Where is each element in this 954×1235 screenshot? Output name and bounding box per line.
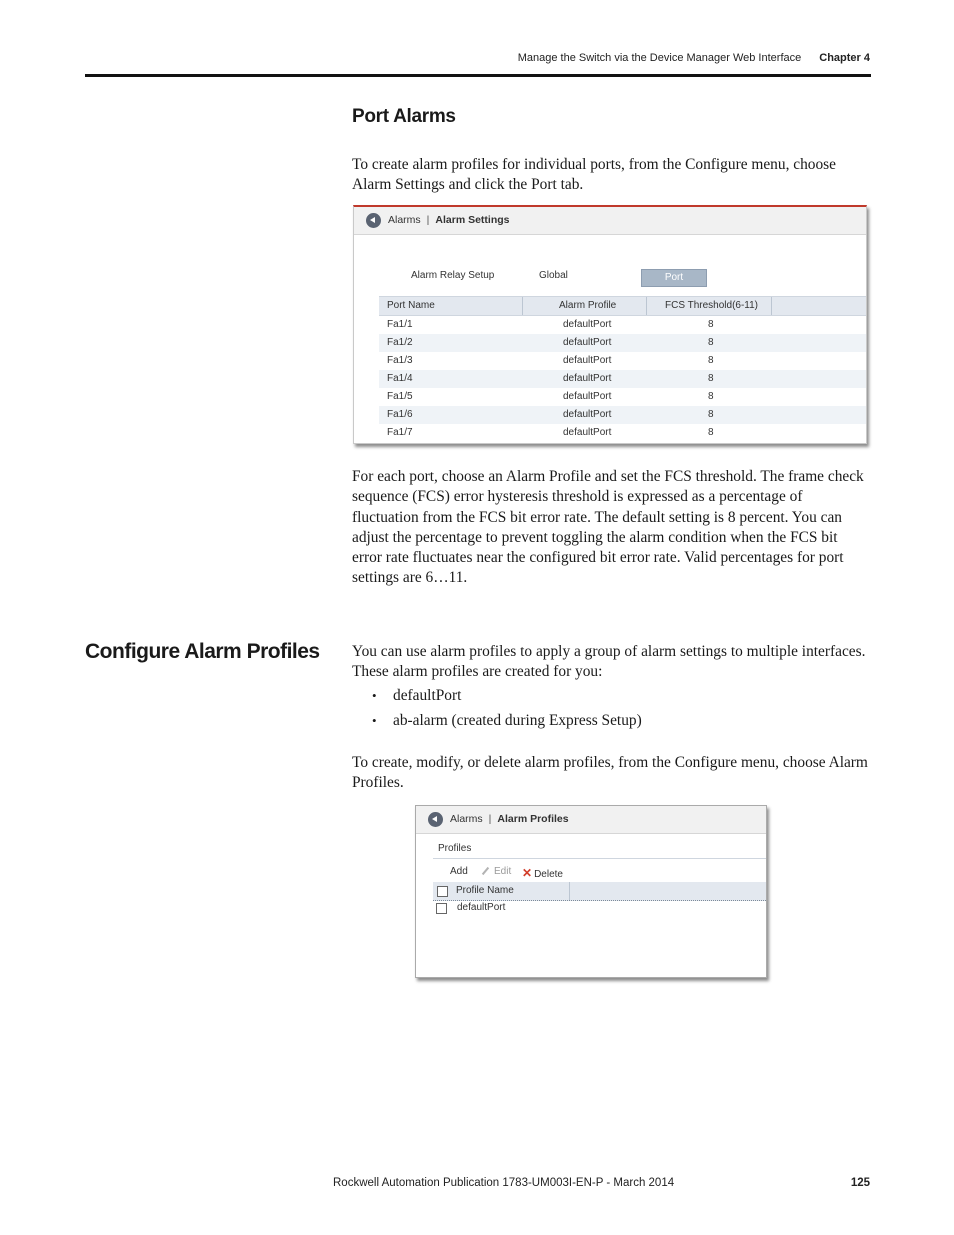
page-number: 125 — [850, 1177, 870, 1189]
tab-alarm-relay-setup[interactable]: Alarm Relay Setup — [411, 270, 495, 281]
back-arrow-icon[interactable] — [428, 812, 443, 827]
port-name-cell: Fa1/4 — [387, 373, 413, 384]
profiles-section-label: Profiles — [438, 843, 472, 854]
pencil-icon — [482, 867, 489, 875]
column-header-fcs-threshold[interactable]: FCS Threshold(6-11) — [665, 300, 758, 311]
breadcrumb-bar — [416, 806, 766, 834]
port-alarm-table — [379, 296, 866, 442]
breadcrumb-current: Alarm Profiles — [497, 813, 569, 825]
table-row[interactable] — [379, 334, 866, 352]
delete-button[interactable] — [522, 866, 563, 880]
port-name-cell: Fa1/7 — [387, 427, 413, 438]
table-row[interactable] — [433, 901, 753, 917]
column-divider — [522, 297, 523, 315]
port-name-cell: Fa1/3 — [387, 355, 413, 366]
table-row[interactable] — [379, 352, 866, 370]
fcs-threshold-cell[interactable]: 8 — [708, 355, 714, 366]
fcs-threshold-cell[interactable]: 8 — [708, 409, 714, 420]
fcs-threshold-cell[interactable]: 8 — [708, 391, 714, 402]
list-item: • ab-alarm (created during Express Setup) — [352, 711, 642, 736]
row-checkbox[interactable] — [436, 903, 447, 914]
breadcrumb-current: Alarm Settings — [435, 214, 510, 226]
alarm-profile-cell[interactable]: defaultPort — [563, 373, 612, 384]
alarm-profiles-screenshot — [415, 805, 767, 978]
table-row[interactable] — [379, 388, 866, 406]
add-button[interactable]: Add — [450, 866, 468, 877]
breadcrumb-bar — [354, 207, 866, 235]
column-header-alarm-profile[interactable]: Alarm Profile — [559, 300, 617, 311]
default-profiles-list — [352, 686, 642, 736]
fcs-threshold-cell[interactable]: 8 — [708, 319, 714, 330]
configure-alarm-profiles-heading: Configure Alarm Profiles — [85, 640, 320, 663]
column-divider — [569, 882, 570, 900]
table-header — [379, 296, 866, 316]
list-item: • defaultPort — [352, 686, 642, 711]
alarm-profile-cell[interactable]: defaultPort — [563, 409, 612, 420]
edit-label: Edit — [494, 866, 512, 877]
port-name-cell: Fa1/5 — [387, 391, 413, 402]
column-divider — [771, 297, 772, 315]
chapter-label: Chapter 4 — [819, 52, 870, 64]
port-alarms-heading: Port Alarms — [352, 106, 456, 127]
tab-port[interactable]: Port — [641, 269, 707, 287]
fcs-threshold-cell[interactable]: 8 — [708, 337, 714, 348]
table-row[interactable] — [379, 316, 866, 334]
port-name-cell: Fa1/1 — [387, 319, 413, 330]
alarm-profile-cell[interactable]: defaultPort — [563, 355, 612, 366]
alarm-profile-cell[interactable]: defaultPort — [563, 427, 612, 438]
port-alarms-intro: To create alarm profiles for individual ports, from the Configure menu, choose Alarm Settings and click the Port tab. — [352, 156, 837, 194]
running-header — [518, 52, 870, 64]
select-all-checkbox[interactable] — [437, 886, 448, 897]
column-header-profile-name[interactable]: Profile Name — [456, 885, 514, 896]
profiles-intro: You can use alarm profiles to apply a group of alarm settings to multiple interfaces. These alarm profiles are created for you: — [352, 643, 866, 681]
profiles-instruction: To create, modify, or delete alarm profiles, from the Configure menu, choose Alarm Profiles. — [352, 754, 868, 792]
alarm-profile-cell[interactable]: defaultPort — [563, 337, 612, 348]
profiles-table-header — [433, 882, 766, 901]
alarm-profile-cell[interactable]: defaultPort — [563, 319, 612, 330]
tab-global[interactable]: Global — [539, 270, 568, 281]
delete-x-icon: ✕ — [522, 866, 533, 880]
alarm-profile-cell[interactable]: defaultPort — [563, 391, 612, 402]
breadcrumb-root[interactable]: Alarms — [388, 214, 421, 226]
profiles-toolbar — [433, 858, 766, 883]
header-rule — [85, 74, 871, 77]
back-arrow-icon[interactable] — [366, 213, 381, 228]
fcs-explanation: For each port, choose an Alarm Profile and set the FCS threshold. The frame check sequence (FCS) error hysteresis threshold is expressed as a percentage of fluctuation from the FCS bit error rate. The default setting is 8 percent. You can adjust the percentage to prevent toggling the alarm condition when the FCS bit error rate fluctuates near the configured bit error rate. Valid percentages for port settings are 6…11. — [352, 468, 864, 587]
column-header-port-name[interactable]: Port Name — [387, 300, 435, 311]
publication-footer: Rockwell Automation Publication 1783-UM003I-EN-P - March 2014 — [333, 1177, 675, 1189]
alarm-tabs — [411, 269, 851, 287]
delete-label: Delete — [534, 869, 563, 880]
port-name-cell: Fa1/2 — [387, 337, 413, 348]
table-row[interactable] — [379, 424, 866, 442]
breadcrumb: Alarms | Alarm Settings — [388, 214, 510, 226]
table-row[interactable] — [379, 370, 866, 388]
breadcrumb: Alarms | Alarm Profiles — [450, 813, 569, 825]
fcs-threshold-cell[interactable]: 8 — [708, 373, 714, 384]
table-row[interactable] — [379, 406, 866, 424]
alarm-settings-screenshot — [353, 205, 867, 444]
edit-button[interactable] — [481, 866, 511, 877]
port-name-cell: Fa1/6 — [387, 409, 413, 420]
profile-name-cell[interactable]: defaultPort — [457, 902, 506, 913]
column-divider — [646, 297, 647, 315]
running-title: Manage the Switch via the Device Manager Web Interface — [517, 52, 802, 64]
breadcrumb-root[interactable]: Alarms — [450, 813, 483, 825]
fcs-threshold-cell[interactable]: 8 — [708, 427, 714, 438]
